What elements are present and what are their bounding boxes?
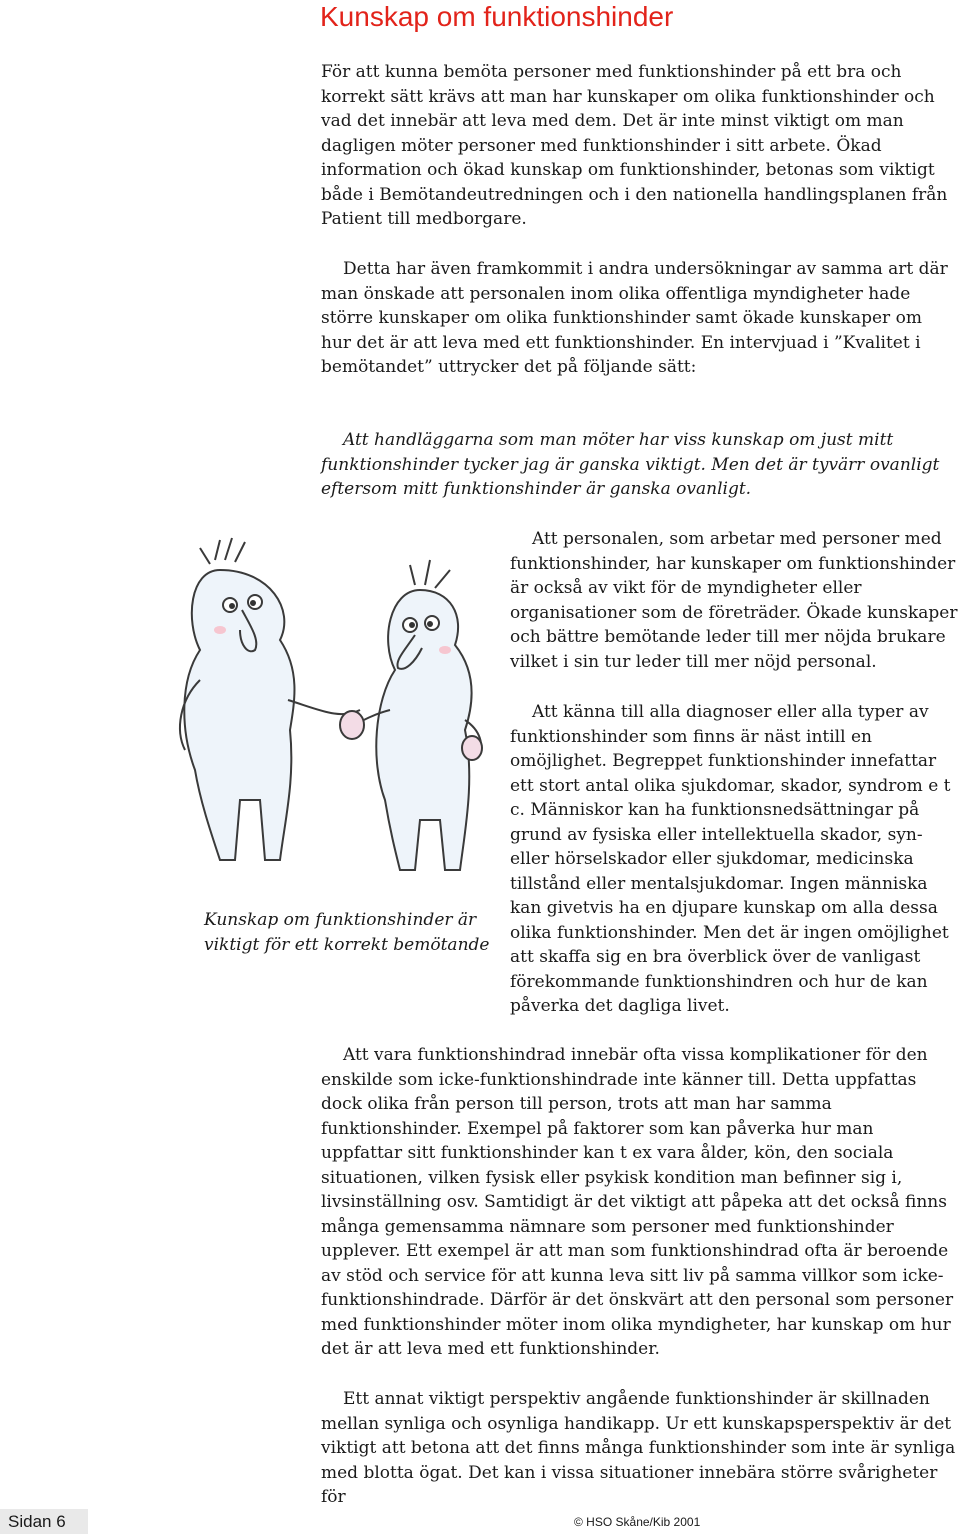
survey-paragraph: Detta har även framkommit i andra undersökningar av samma art där man önskade att personalen inom olika offentliga myndigheter hade större kunskaper om olika funktionshinder samt ökade kunskaper om hur det är att leva med ett funktionshinder. En intervjuad i ”Kvalitet i bemötandet” uttrycker det på följande sätt: [321, 259, 948, 377]
cartoon-illustration [160, 530, 490, 910]
illustration-caption: Kunskap om funktionshinder är viktigt för ett korrekt bemötande [204, 910, 490, 955]
intro-paragraph: För att kunna bemöta personer med funktionshinder på ett bra och korrekt sätt krävs att man har kunskaper om olika funktionshinder och vad det innebär att leva med dem. Det är inte minst viktigt om man dagligen möter personer med funktionshinder i sitt arbete. Ökad information och ökad kunskap om funktionshinder, betonas som viktigt både i Bemötandeutredningen och i den nationella handlingsplanen från Patient till medborgare. [321, 62, 948, 229]
complications-paragraph: Att vara funktionshindrad innebär ofta vissa komplikationer för den enskilde som icke-funktionshindrade inte känner till. Detta uppfattas dock olika från person till person, trots att man har samma funktionshinder. Exempel på faktorer som kan påverka hur man uppfattar sitt funktionshinder kan t ex vara ålder, kön, den sociala situationen, vilken fysisk eller psykisk kondition man befinner sig i, livsinställning osv. Samtidigt är det viktigt att påpeka att det också finns många gemensamma nämnare som personer med funktionshinder upplever. Ett exempel är att man som funktionshindrad ofta är beroende av stöd och service för att kunna leva sitt liv på samma villkor som icke-funktionshindrade. Därför är det önskvärt att den personal som personer med funktionshinder möter inom olika myndigheter, har kunskap om hur det är att leva med ett funktionshinder. [321, 1045, 954, 1359]
interview-quote: Att handläggarna som man möter har viss kunskap om just mitt funktionshinder tycker jag är ganska viktigt. Men det är tyvärr ovanligt eftersom mitt funktionshinder är ganska ovanligt. [321, 430, 940, 499]
staff-knowledge-paragraph: Att personalen, som arbetar med personer med funktionshinder, har kunskaper om funktionshinder är också av vikt för de myndigheter eller organisationer som de företräder. Ökade kunskaper och bättre bemötande leder till mer nöjda brukare vilket i sin tur leder till mer nöjd personal. [510, 529, 958, 672]
page-title: Kunskap om funktionshinder [320, 1, 674, 32]
visible-invisible-paragraph: Ett annat viktigt perspektiv angående funktionshinder är skillnaden mellan synliga och osynliga handikapp. Ur ett kunskapsperspektiv är det viktigt att betona att det finns många funktionshinder som inte är synliga med blotta ögat. Det kan i vissa situationer innebära större svårigheter för [321, 1389, 956, 1507]
page-number: Sidan 6 [0, 1509, 88, 1534]
two-figures-drawing [160, 530, 490, 910]
copyright-notice: © HSO Skåne/Kib 2001 [574, 1515, 701, 1529]
diagnoses-paragraph: Att känna till alla diagnoser eller alla typer av funktionshinder som finns är näst intill en omöjlighet. Begreppet funktionshinder innefattar ett stort antal olika sjukdomar, skador, syndrom e t c. Människor kan ha funktionsnedsättningar på grund av fysiska eller intellektuella skador, syn- eller hörselskador eller sjukdomar, medicinska tillstånd eller mentalsjukdomar. Ingen människa kan givetvis ha en djupare kunskap om alla dessa olika funktionshinder. Men det är ingen omöjlighet att skaffa sig en bra överblick över de vanligast förekommande funktionshindren och hur de kan påverka det dagliga livet. [510, 702, 951, 1016]
